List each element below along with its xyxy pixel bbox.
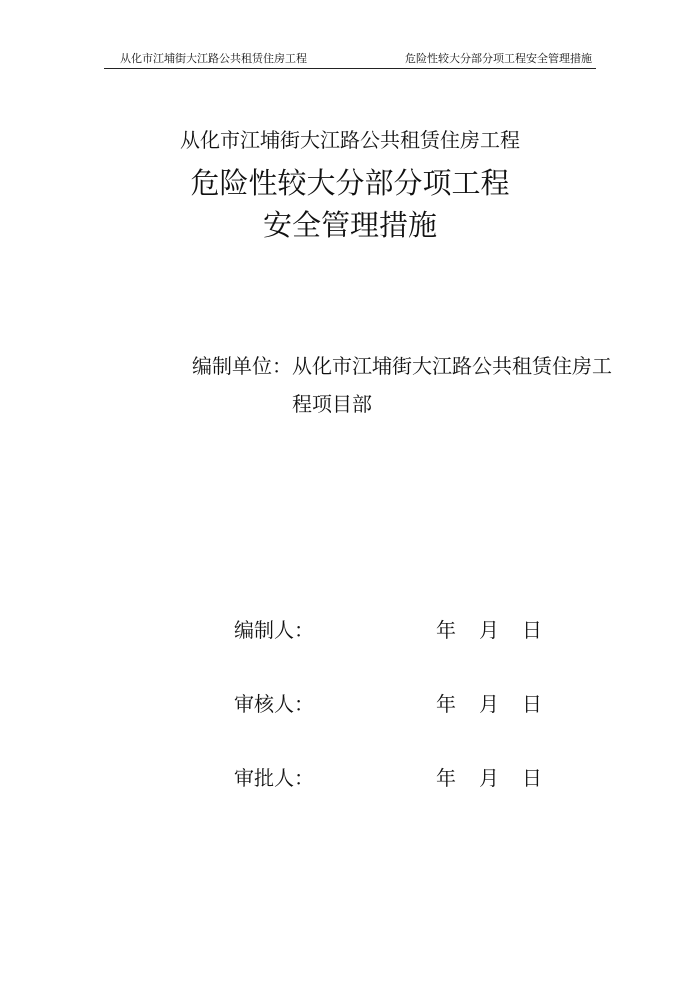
date-month: 月 <box>479 692 499 716</box>
approver-label: 审批人： <box>234 766 314 790</box>
date-year: 年 <box>436 618 456 642</box>
signature-row-reviewer <box>234 690 564 718</box>
date-year: 年 <box>436 692 456 716</box>
date-day: 日 <box>522 766 542 790</box>
header-left-text: 从化市江埔街大江路公共租赁住房工程 <box>120 52 307 65</box>
signature-row-approver <box>234 764 564 792</box>
reviewer-label: 审核人： <box>234 692 314 716</box>
project-title: 从化市江埔街大江路公共租赁住房工程 <box>180 128 520 152</box>
date-day: 日 <box>522 618 542 642</box>
compiler-unit-line-2: 程项目部 <box>292 392 372 416</box>
signature-row-compiler <box>234 616 564 644</box>
title-block <box>0 126 700 244</box>
date-year: 年 <box>436 766 456 790</box>
date-month: 月 <box>479 766 499 790</box>
date-month: 月 <box>479 618 499 642</box>
document-title-line-2: 安全管理措施 <box>262 208 437 242</box>
page-header <box>104 50 596 69</box>
header-right-text: 危险性较大分部分项工程安全管理措施 <box>405 52 592 65</box>
date-day: 日 <box>522 692 542 716</box>
compiler-label: 编制人： <box>234 618 314 642</box>
document-title-line-1: 危险性较大分部分项工程 <box>190 166 510 200</box>
compiler-unit <box>192 352 612 416</box>
compiler-unit-line-1: 编制单位：从化市江埔街大江路公共租赁住房工 <box>192 354 612 378</box>
